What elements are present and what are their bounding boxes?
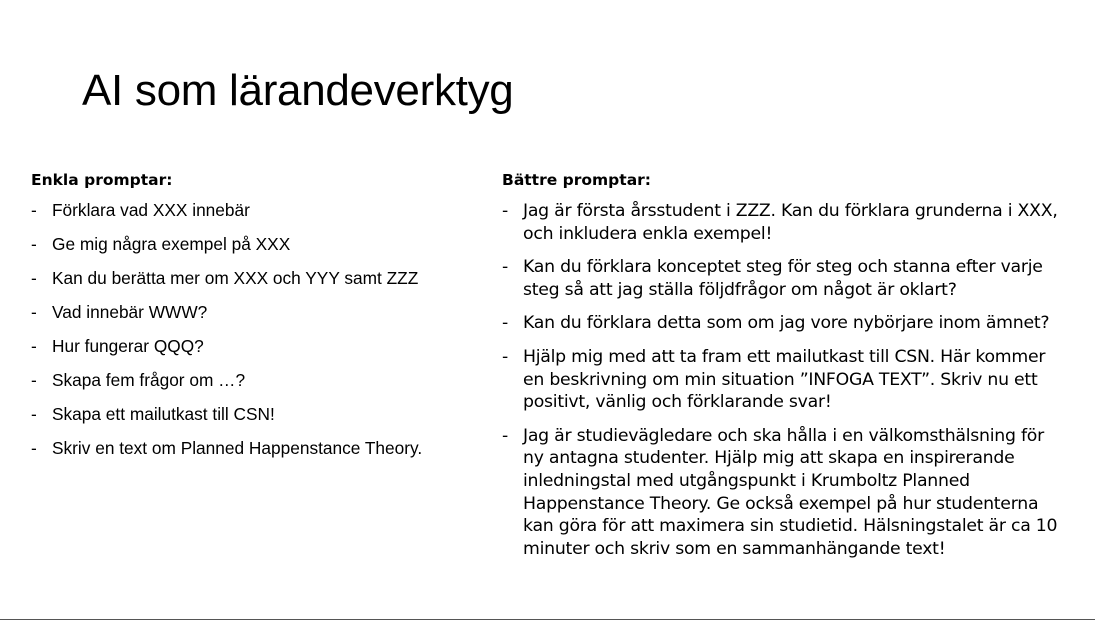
list-item-text: Ge mig några exempel på XXX bbox=[52, 234, 291, 254]
list-item bbox=[502, 200, 1067, 245]
bullet-dash: - bbox=[502, 257, 508, 278]
bullet-dash: - bbox=[31, 438, 37, 458]
slide-title: AI som lärandeverktyg bbox=[82, 66, 514, 115]
list-item bbox=[31, 438, 471, 459]
list-item bbox=[502, 312, 1067, 335]
bullet-dash: - bbox=[31, 302, 37, 322]
bullet-dash: - bbox=[31, 370, 37, 390]
list-item bbox=[502, 425, 1067, 561]
list-item-text: Kan du berätta mer om XXX och YYY samt ZZZ bbox=[52, 268, 419, 288]
list-item-text: Skriv en text om Planned Happenstance Theory. bbox=[52, 438, 423, 458]
list-item bbox=[31, 268, 471, 289]
bottom-divider bbox=[0, 619, 1095, 620]
bullet-dash: - bbox=[502, 346, 508, 367]
simple-prompts-column bbox=[31, 170, 471, 472]
bullet-dash: - bbox=[31, 336, 37, 356]
list-item-text: Hur fungerar QQQ? bbox=[52, 336, 204, 356]
bullet-dash: - bbox=[31, 268, 37, 288]
list-item bbox=[31, 234, 471, 255]
list-item bbox=[31, 336, 471, 357]
list-item bbox=[31, 404, 471, 425]
simple-prompts-list bbox=[31, 200, 471, 459]
bullet-dash: - bbox=[502, 425, 508, 446]
bullet-dash: - bbox=[31, 234, 37, 254]
list-item bbox=[31, 370, 471, 391]
list-item bbox=[502, 346, 1067, 414]
bullet-dash: - bbox=[502, 313, 508, 334]
list-item bbox=[31, 200, 471, 221]
bullet-dash: - bbox=[31, 404, 37, 424]
better-prompts-heading: Bättre promptar: bbox=[502, 171, 651, 189]
better-prompts-column bbox=[502, 170, 1067, 571]
list-item-text: Jag är första årsstudent i ZZZ. Kan du förklara grunderna i XXX, och inkludera enkla exempel! bbox=[523, 201, 1058, 244]
bullet-dash: - bbox=[502, 201, 508, 221]
list-item bbox=[31, 302, 471, 323]
simple-prompts-heading: Enkla promptar: bbox=[31, 171, 173, 189]
list-item-text: Förklara vad XXX innebär bbox=[52, 200, 250, 220]
list-item-text: Skapa fem frågor om …? bbox=[52, 370, 246, 390]
list-item-text: Vad innebär WWW? bbox=[52, 302, 208, 322]
bullet-dash: - bbox=[31, 200, 37, 220]
list-item-text: Kan du förklara konceptet steg för steg och stanna efter varje steg så att jag ställa följdfrågor om något är oklart? bbox=[523, 257, 1043, 300]
list-item-text: Jag är studievägledare och ska hålla i en välkomsthälsning för ny antagna studenter. Hjälp mig att skapa en inspirerande inledningstal med utgångspunkt i Krumboltz Planned Happenstance Theory. Ge också exempel på hur studenterna kan göra för att maximera sin studietid. Hälsningstalet är ca 10 minuter och skriv som en sammanhängande text! bbox=[523, 425, 1058, 559]
better-prompts-list bbox=[502, 200, 1067, 560]
list-item bbox=[502, 256, 1067, 301]
list-item-text: Skapa ett mailutkast till CSN! bbox=[52, 404, 275, 424]
list-item-text: Kan du förklara detta som om jag vore nybörjare inom ämnet? bbox=[523, 313, 1050, 334]
list-item-text: Hjälp mig med att ta fram ett mailutkast till CSN. Här kommer en beskrivning om min situation ”INFOGA TEXT”. Skriv nu ett positivt, vänlig och förklarande svar! bbox=[523, 346, 1046, 413]
